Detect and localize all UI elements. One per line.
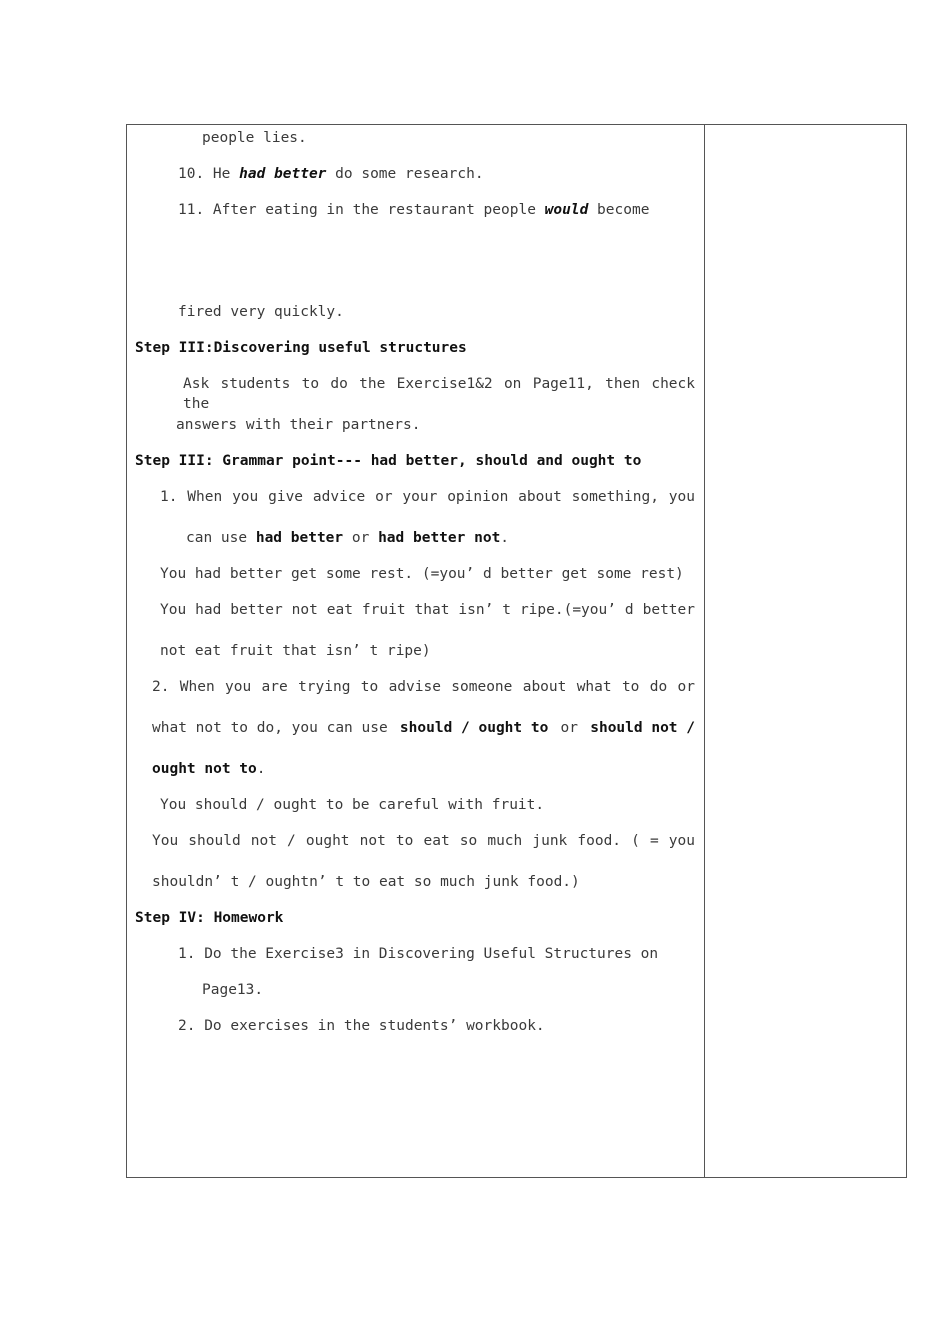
homework-item-1: 1. Do the Exercise3 in Discovering Useful Structures on [178, 946, 659, 962]
grammar-point-2: 2. When you are trying to advise someone about what to do or [152, 679, 695, 695]
homework-item-2: 2. Do exercises in the students’ workbook. [178, 1018, 545, 1034]
example-line: not eat fruit that isn’ t ripe) [160, 643, 431, 659]
example-line: You should / ought to be careful with fruit. [160, 797, 545, 813]
paragraph-line: Ask students to do the Exercise1&2 on Page11, then check the [183, 376, 695, 412]
grammar-point-2-cont: what not to do, you can use should / ought to or should not / [152, 720, 695, 736]
column-divider [704, 124, 705, 1178]
section-heading-discovering: Step III:Discovering useful structures [135, 340, 467, 356]
section-heading-grammar: Step III: Grammar point--- had better, should and ought to [135, 453, 642, 469]
homework-item-1-cont: Page13. [202, 982, 264, 998]
example-line: shouldn’ t / oughtn’ t to eat so much junk food.) [152, 874, 580, 890]
grammar-point-1: 1. When you give advice or your opinion about something, you [160, 489, 695, 505]
grammar-point-1-cont: can use had better or had better not. [186, 530, 510, 546]
example-line: You had better get some rest. (=you’ d better get some rest) [160, 566, 684, 582]
section-heading-homework: Step IV: Homework [135, 910, 284, 926]
list-item-11: 11. After eating in the restaurant people would become [178, 202, 650, 218]
example-line: You should not / ought not to eat so much junk food. ( = you [152, 833, 695, 849]
text-line: people lies. [202, 130, 307, 146]
text-line: fired very quickly. [178, 304, 344, 320]
example-line: You had better not eat fruit that isn’ t ripe.(=you’ d better [160, 602, 695, 618]
paragraph-line: answers with their partners. [176, 417, 421, 433]
list-item-10: 10. He had better do some research. [178, 166, 484, 182]
grammar-point-2-cont: ought not to. [152, 761, 266, 777]
